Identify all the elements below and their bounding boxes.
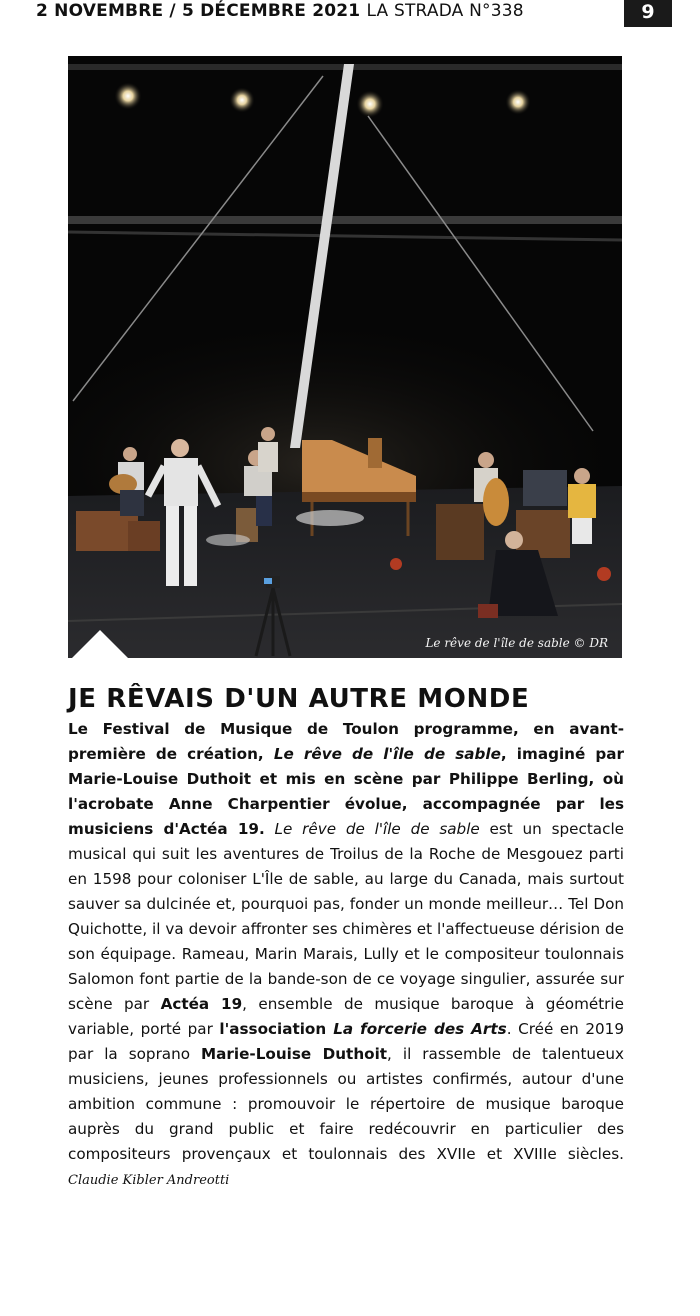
stage-photo — [68, 56, 622, 658]
ensemble-name: Actéa 19 — [160, 995, 243, 1013]
lead-show-title: Le rêve de l'île de sable — [273, 745, 501, 763]
body-text-4: , il rassemble de talentueux musiciens, jeunes professionnels ou artistes confirmés, autour d'une ambition commune : promouvoir le répertoire de musique baroque auprès du grand public et faire redécouvrir en particulier des compositeurs provençaux et toulonnais des XVIIe et XVIIIe siècles. — [68, 1045, 624, 1163]
body-text-2: , ensemble de musique baroque à géométrie variable, porté par — [68, 995, 624, 1038]
lead-text-1: Le Festival de Musique de Toulon programme, en avant-première de création, — [68, 720, 624, 763]
cello — [483, 478, 509, 526]
association-name: La forcerie des Arts — [333, 1020, 507, 1038]
issue-dates: 2 NOVEMBRE / 5 DÉCEMBRE 2021 — [36, 1, 361, 21]
photo-caption: Le rêve de l'île de sable © DR — [425, 636, 608, 650]
article-title: JE RÊVAIS D'UN AUTRE MONDE — [68, 684, 530, 714]
article-text — [68, 820, 624, 1188]
photo-notch — [72, 630, 128, 658]
association-label: l'association — [219, 1020, 334, 1038]
author-signature: Claudie Kibler Andreotti — [68, 1173, 230, 1188]
page-header — [36, 0, 596, 24]
body-text-1: est un spectacle musical qui suit les aventures de Troilus de la Roche de Mesgouez parti en 1598 pour coloniser L'Île de sable, au large du Canada, mais surtout sauver sa dulcinée et, pourquoi pas, fonder un monde meilleur… Tel Don Quichotte, il va devoir affronter ses chimères et l'affectueuse dérision de son équipage. Rameau, Marin Marais, Lully et le compositeur toulonnais Salomon font partie de la bande-son de ce voyage singulier, assurée sur scène par — [68, 820, 625, 1013]
article-body — [68, 717, 624, 1193]
page-number: 9 — [624, 0, 672, 27]
magazine-issue: LA STRADA N°338 — [366, 1, 524, 21]
soprano-name: Marie-Louise Duthoit — [201, 1045, 388, 1063]
show-title: Le rêve de l'île de sable — [274, 820, 480, 838]
stage-scene-illustration — [68, 56, 622, 658]
lighting-truss — [68, 216, 622, 224]
lead-text-2: , imaginé par Marie-Louise Duthoit et mis en scène par Philippe Berling, où l'acrobate Anne Charpentier évolue, accompagnée par les musiciens d'Actéa 19. — [68, 745, 624, 838]
body-text-3: . Créé en 2019 par la soprano — [68, 1020, 624, 1063]
actor-figure — [164, 458, 198, 506]
